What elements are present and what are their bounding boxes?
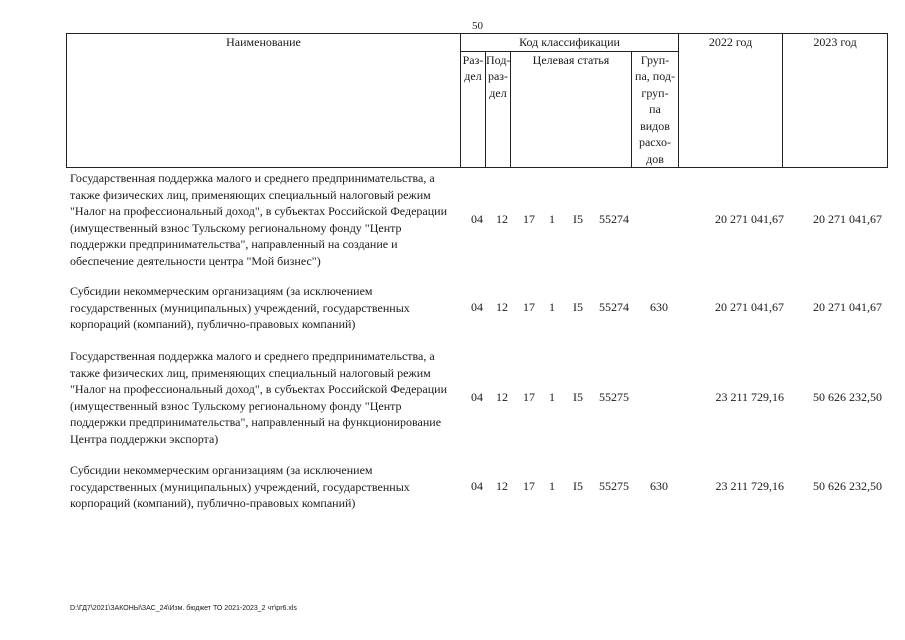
row-amount-2022: 20 271 041,67 xyxy=(715,300,784,314)
row-target-subprogram: 1 xyxy=(549,212,555,226)
file-path-footer: D:\ГД7\2021\ЗАКОНЫ\ЗАС_24\Изм. бюджет ТО 2021-2023_2 чт\pr6.xls xyxy=(70,605,297,612)
row-target-program: 17 xyxy=(523,212,535,226)
page-number: 50 xyxy=(472,20,483,32)
row-razdel: 04 xyxy=(471,390,483,404)
row-amount-2022: 23 211 729,16 xyxy=(715,479,784,493)
classification-table-header xyxy=(66,33,888,168)
row-name: Субсидии некоммерческим организациям (за исключением государственных (муниципальных) учреждений, государственных корпораций (компаний), публично-правовых компаний) xyxy=(70,463,410,510)
row-amount-2022: 23 211 729,16 xyxy=(715,390,784,404)
row-target-program: 17 xyxy=(523,300,535,314)
header-year-2023: 2023 год xyxy=(783,34,888,168)
row-target-program: 17 xyxy=(523,390,535,404)
row-name: Субсидии некоммерческим организациям (за исключением государственных (муниципальных) учреждений, государственных корпораций (компаний), публично-правовых компаний) xyxy=(70,284,410,331)
row-name: Государственная поддержка малого и среднего предпринимательства, а также физических лиц, применяющих специальный налоговый режим "Налог на профессиональный доход", в субъектах Российской Федерации (имущественный взнос Тульскому региональному фонду "Центр поддержки предпринимательства", направленный на функционирование Центра поддержки экспорта) xyxy=(70,349,447,446)
row-target-direction: 55274 xyxy=(599,300,629,314)
row-podrazdel: 12 xyxy=(496,212,508,226)
row-target-project: I5 xyxy=(573,212,583,226)
row-razdel: 04 xyxy=(471,212,483,226)
row-amount-2023: 20 271 041,67 xyxy=(813,212,882,226)
row-amount-2022: 20 271 041,67 xyxy=(715,212,784,226)
row-target-project: I5 xyxy=(573,300,583,314)
header-razdel: Раз- дел xyxy=(461,51,486,168)
row-podrazdel: 12 xyxy=(496,479,508,493)
header-name: Наименование xyxy=(67,34,461,168)
table-row xyxy=(68,170,888,270)
header-expense-group: Груп- па, под- груп- па видов расхо- дов xyxy=(632,51,679,168)
row-expense-group: 630 xyxy=(650,479,668,493)
row-target-program: 17 xyxy=(523,479,535,493)
row-target-direction: 55275 xyxy=(599,390,629,404)
row-target-direction: 55274 xyxy=(599,212,629,226)
row-target-subprogram: 1 xyxy=(549,479,555,493)
table-row xyxy=(68,283,888,333)
header-target-article: Целевая статья xyxy=(511,51,632,168)
table-row xyxy=(68,348,888,448)
row-podrazdel: 12 xyxy=(496,300,508,314)
row-target-subprogram: 1 xyxy=(549,390,555,404)
table-row xyxy=(68,462,888,512)
row-razdel: 04 xyxy=(471,479,483,493)
header-podrazdel: Под- раз- дел xyxy=(486,51,511,168)
row-target-subprogram: 1 xyxy=(549,300,555,314)
row-expense-group: 630 xyxy=(650,300,668,314)
row-name: Государственная поддержка малого и среднего предпринимательства, а также физических лиц, применяющих специальный налоговый режим "Налог на профессиональный доход", в субъектах Российской Федерации (имущественный взнос Тульскому региональному фонду "Центр поддержки предпринимательства", направленный на создание и обеспечение деятельности центра "Мой бизнес") xyxy=(70,171,447,268)
row-amount-2023: 50 626 232,50 xyxy=(813,390,882,404)
row-podrazdel: 12 xyxy=(496,390,508,404)
row-target-project: I5 xyxy=(573,479,583,493)
row-target-direction: 55275 xyxy=(599,479,629,493)
row-razdel: 04 xyxy=(471,300,483,314)
row-target-project: I5 xyxy=(573,390,583,404)
row-amount-2023: 50 626 232,50 xyxy=(813,479,882,493)
header-classification-code: Код классификации xyxy=(461,34,679,52)
header-year-2022: 2022 год xyxy=(679,34,783,168)
row-amount-2023: 20 271 041,67 xyxy=(813,300,882,314)
